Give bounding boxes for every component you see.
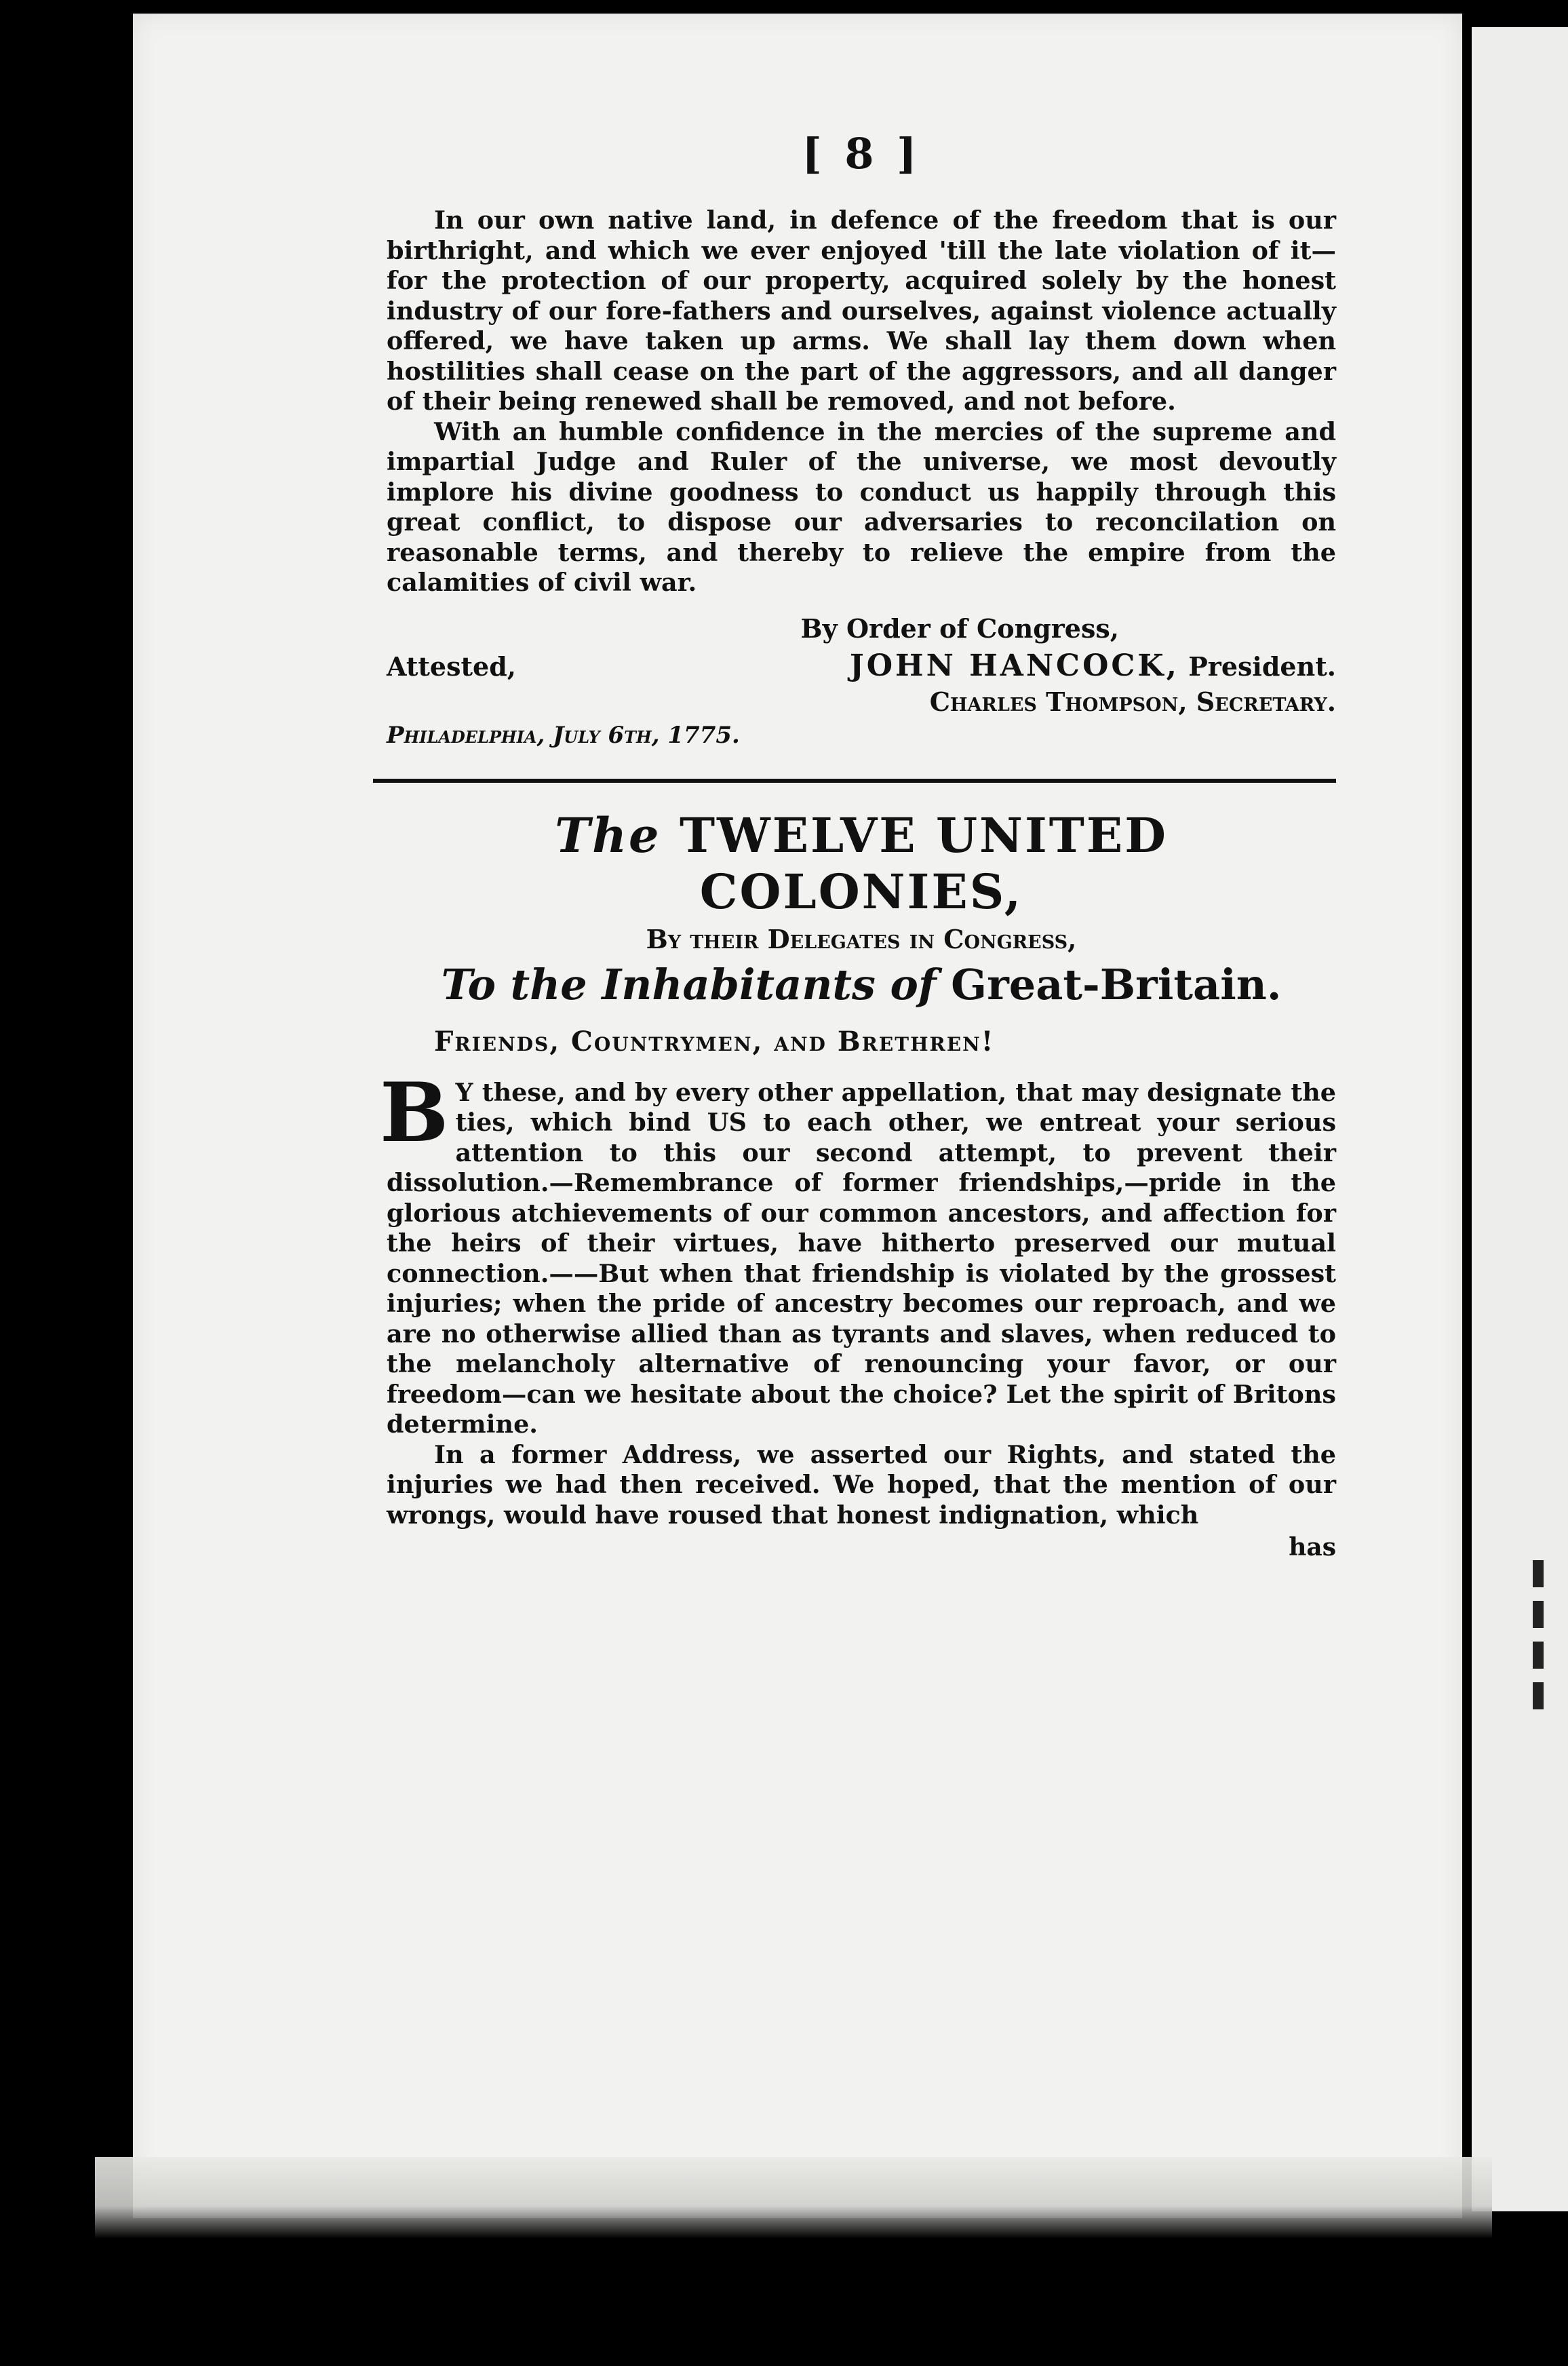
secretary-line: Charles Thompson, Secretary. [929, 686, 1336, 717]
opening-paragraph-text: Y these, and by every other appellation, that may designate the ties, which bind US to each other, we entreat your serious attention to this our second attempt, to prevent their dissolution.—Remembrance of former friendships,—pride in the glorious atchievements of our common ancestors, and affection for the heirs of their virtues, have hitherto preserved our mutual connection.——But when that friendship is violated by the grossest injuries; when the pride of ancestry becomes our reproach, and we are no otherwise allied than as tyrants and slaves, when reduced to the melancholy alternative of renouncing your favor, or our freedom—can we hesitate about the choice? Let the spirit of Britons determine. [387, 1077, 1336, 1439]
drop-cap: B [380, 1064, 449, 1161]
address-title-lead: The [555, 807, 661, 864]
salutation: Friends, Countrymen, and Brethren! [434, 1025, 995, 1058]
signature-block [387, 613, 1336, 756]
address-title-main: TWELVE UNITED COLONIES, [679, 807, 1168, 920]
attested-label: Attested, [387, 651, 517, 682]
by-order-line: By Order of Congress, [800, 613, 1119, 644]
former-address-paragraph: In a former Address, we asserted our Rights, and stated the injuries we had then received. We hoped, that the mention of our wrongs, would have roused that honest indignation, which [387, 1439, 1336, 1530]
address-title [387, 807, 1336, 920]
address-subtitle: By their Delegates in Congress, [646, 923, 1077, 954]
place-date-line: Philadelphia, July 6th, 1775. [387, 721, 740, 749]
page-bottom-edge [95, 2157, 1492, 2238]
page-number: [ 8 ] [802, 129, 921, 178]
address-recipient-italic: To the Inhabitants of [441, 959, 937, 1009]
president-name: JOHN HANCOCK, [849, 648, 1179, 683]
opening-paragraph [380, 1064, 1336, 1440]
margin-marks [1492, 1547, 1568, 1831]
section-divider [373, 779, 1336, 783]
catchword: has [1289, 1533, 1336, 1562]
address-recipient-plain: Great-Britain. [951, 959, 1282, 1009]
paragraph-native-land: In our own native land, in defence of the freedom that is our birthright, and which we ever enjoyed 'till the late violation of it—for the protection of our property, acquired solely by the honest industry of our fore-fathers and ourselves, against violence actually offered, we have taken up arms. We shall lay them down when hostilities shall cease on the part of the aggressors, and all danger of their being renewed shall be removed, and not before. [387, 206, 1336, 416]
page-text [380, 129, 1336, 1562]
president-row [387, 648, 1336, 686]
president-signature [850, 648, 1336, 683]
facing-page-edge [1472, 27, 1568, 2211]
address-recipient [387, 960, 1336, 1009]
president-title: President. [1188, 651, 1336, 682]
paragraph-humble-confidence: With an humble confidence in the mercies of the supreme and impartial Judge and Ruler of the universe, we most devoutly implore his divine goodness to conduct us happily through this great conflict, to dispose our adversaries to reconcilation on reasonable terms, and thereby to relieve the empire from the calamities of civil war. [387, 416, 1336, 597]
